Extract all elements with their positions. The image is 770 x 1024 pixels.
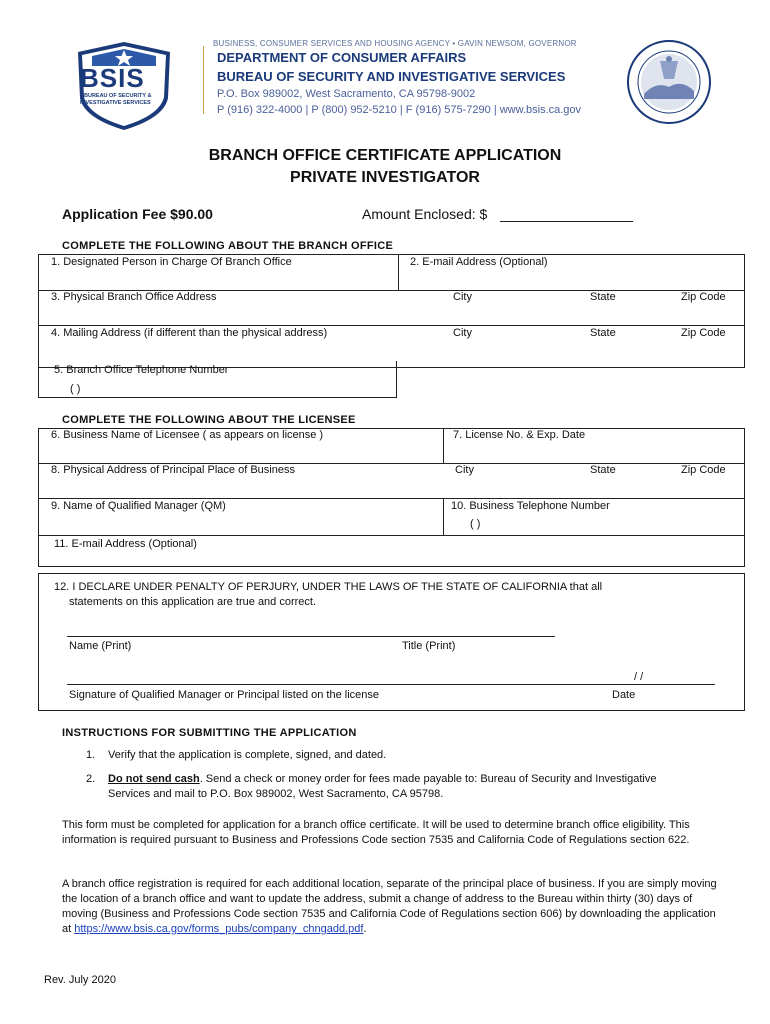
logo-subtitle-2: INVESTIGATIVE SERVICES — [80, 100, 151, 106]
amount-enclosed-label: Amount Enclosed: $ — [362, 206, 488, 222]
designated-person-field[interactable]: 1. Designated Person in Charge Of Branch Office — [51, 256, 292, 268]
signature-line[interactable] — [67, 684, 715, 685]
amount-enclosed-field[interactable] — [500, 221, 633, 222]
revision-date: Rev. July 2020 — [44, 974, 116, 986]
business-phone-paren: ( ) — [470, 518, 481, 530]
principal-city-field[interactable]: City — [455, 464, 474, 476]
date-slashes: / / — [634, 671, 644, 683]
instruction-1-number: 1. — [86, 749, 96, 761]
branch-mailing-state-field[interactable]: State — [590, 327, 616, 339]
branch-mailing-zip-field[interactable]: Zip Code — [681, 327, 726, 339]
business-phone-field[interactable]: 10. Business Telephone Number — [451, 500, 610, 512]
branch-phone-paren: ( ) — [70, 383, 81, 395]
do-not-send-cash: Do not send cash — [108, 773, 200, 785]
logo-acronym: BSIS — [80, 63, 145, 93]
paragraph-branch-text: A branch office registration is required for each additional location, separate of the principal place of business. If you are simply moving the location of a branch office and want to update the address, submit a change of address to the Bureau within thirty (30) days of moving (Business and Professions Code section 7535 and California Code of Regulations section 606) by downloading the application at — [62, 878, 717, 935]
branch-physical-state-field[interactable]: State — [590, 291, 616, 303]
instructions-title: INSTRUCTIONS FOR SUBMITTING THE APPLICATION — [62, 727, 357, 739]
licensee-email-field[interactable]: 11. E-mail Address (Optional) — [54, 538, 197, 550]
application-fee: Application Fee $90.00 — [62, 206, 213, 222]
agency-line: BUSINESS, CONSUMER SERVICES AND HOUSING AGENCY • GAVIN NEWSOM, GOVERNOR — [213, 39, 577, 48]
instruction-2-rest: . Send a check or money order for fees made payable to: Bureau of Security and Investigative — [199, 773, 657, 785]
branch-mailing-address-field[interactable]: 4. Mailing Address (if different than the physical address) — [51, 327, 328, 339]
department-name: DEPARTMENT OF CONSUMER AFFAIRS — [217, 50, 467, 65]
instruction-2-line2: Services and mail to P.O. Box 989002, West Sacramento, CA 95798. — [108, 788, 444, 800]
bureau-address: P.O. Box 989002, West Sacramento, CA 95798-9002 — [217, 88, 476, 100]
paragraph-branch-registration: A branch office registration is required for each additional location, separate of the principal place of business. If you are simply moving the location of a branch office and want to update the address, submit a change of address to the Bureau within thirty (30) days of moving (Business and Professions Code section 7535 and California Code of Regulations section 606) by downloading the application at https://www.bsis.ca.gov/forms_pubs/company_chngadd.pdf. — [62, 878, 717, 935]
name-print-label: Name (Print) — [69, 640, 132, 652]
signature-label: Signature of Qualified Manager or Principal listed on the license — [69, 689, 380, 701]
bureau-phones: P (916) 322-4000 | P (800) 952-5210 | F (916) 575-7290 | www.bsis.ca.gov — [217, 104, 582, 116]
branch-table — [38, 254, 745, 368]
qualified-manager-field[interactable]: 9. Name of Qualified Manager (QM) — [51, 500, 226, 512]
bureau-name: BUREAU OF SECURITY AND INVESTIGATIVE SERVICES — [217, 69, 566, 84]
form-title-line1: BRANCH OFFICE CERTIFICATE APPLICATION — [208, 147, 562, 164]
branch-phone-field[interactable]: 5. Branch Office Telephone Number — [54, 364, 229, 376]
principal-address-field[interactable]: 8. Physical Address of Principal Place of Business — [51, 464, 295, 476]
california-seal — [626, 39, 712, 125]
date-label: Date — [612, 689, 636, 701]
principal-zip-field[interactable]: Zip Code — [681, 464, 726, 476]
change-of-address-link[interactable]: https://www.bsis.ca.gov/forms_pubs/company_chngadd.pdf — [74, 923, 364, 935]
logo-subtitle-1: BUREAU OF SECURITY & — [84, 93, 152, 99]
branch-physical-city-field[interactable]: City — [453, 291, 472, 303]
branch-physical-address-field[interactable]: 3. Physical Branch Office Address — [51, 291, 217, 303]
name-title-signature-line[interactable] — [67, 636, 555, 637]
branch-email-field[interactable]: 2. E-mail Address (Optional) — [410, 256, 548, 268]
business-name-field[interactable]: 6. Business Name of Licensee ( as appears on license ) — [51, 429, 324, 441]
principal-state-field[interactable]: State — [590, 464, 616, 476]
paragraph-eligibility: This form must be completed for application for a branch office certificate. It will be used to determine branch office eligibility. This information is required pursuant to Business and Professions Code section 7535 and California Code of Regulations section 622. — [62, 819, 690, 846]
licensee-section-title: COMPLETE THE FOLLOWING ABOUT THE LICENSEE — [62, 414, 356, 426]
instruction-1: Verify that the application is complete, signed, and dated. — [108, 749, 387, 761]
title-print-label: Title (Print) — [402, 640, 456, 652]
instruction-2 — [108, 773, 656, 785]
declaration-line1: 12. I DECLARE UNDER PENALTY OF PERJURY, UNDER THE LAWS OF THE STATE OF CALIFORNIA that all — [54, 581, 603, 593]
branch-mailing-city-field[interactable]: City — [453, 327, 472, 339]
branch-physical-zip-field[interactable]: Zip Code — [681, 291, 726, 303]
instruction-2-number: 2. — [86, 773, 96, 785]
license-number-field[interactable]: 7. License No. & Exp. Date — [453, 429, 586, 441]
header-divider — [203, 46, 205, 114]
form-title-line2: PRIVATE INVESTIGATOR — [290, 169, 480, 186]
branch-section-title: COMPLETE THE FOLLOWING ABOUT THE BRANCH OFFICE — [62, 240, 394, 252]
declaration-line2: statements on this application are true and correct. — [69, 596, 317, 608]
